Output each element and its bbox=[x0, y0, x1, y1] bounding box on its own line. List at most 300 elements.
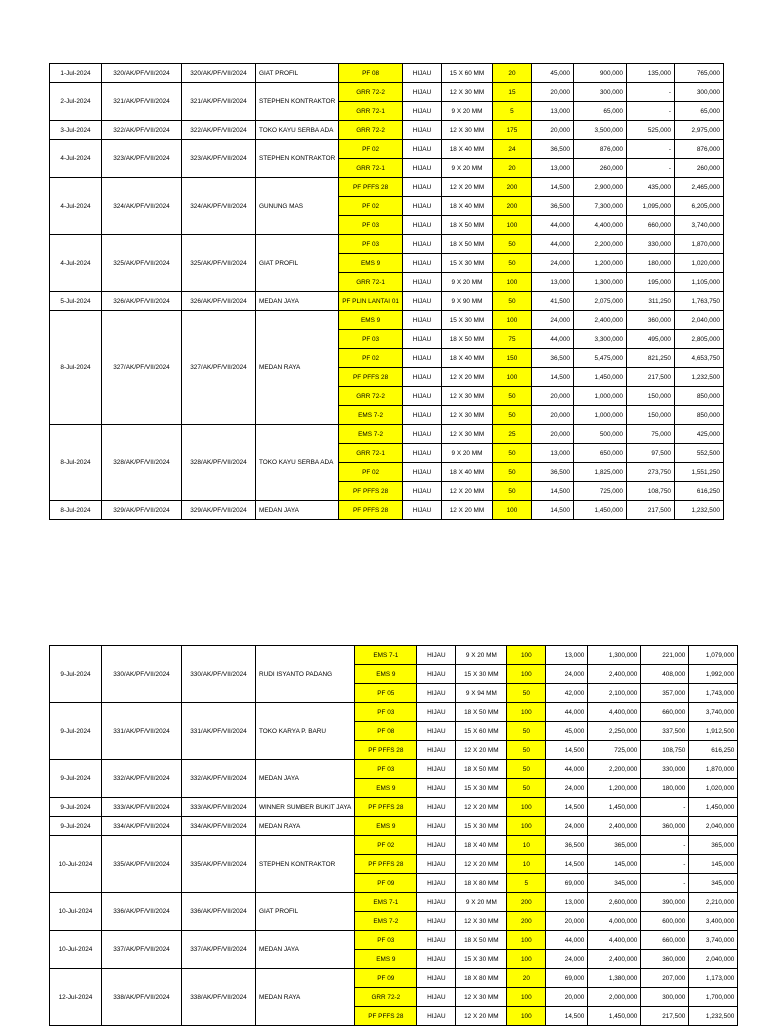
date-cell: 4-Jul-2024 bbox=[50, 140, 102, 178]
net-amount-cell: 1,020,000 bbox=[674, 254, 723, 273]
net-amount-cell: 425,000 bbox=[674, 425, 723, 444]
size-cell: 18 X 50 MM bbox=[456, 931, 507, 950]
quantity-cell: 24 bbox=[492, 140, 531, 159]
net-amount-cell: 1,020,000 bbox=[689, 779, 738, 798]
color-cell: HIJAU bbox=[417, 817, 456, 836]
invoice-number-cell: 323/AK/PF/VII/2024 bbox=[102, 140, 182, 178]
delivery-number-cell: 320/AK/PF/VII/2024 bbox=[182, 64, 256, 83]
invoice-number-cell: 325/AK/PF/VII/2024 bbox=[102, 235, 182, 292]
discount-cell: 217,500 bbox=[641, 1007, 689, 1026]
gross-amount-cell: 2,400,000 bbox=[573, 311, 626, 330]
net-amount-cell: 876,000 bbox=[674, 140, 723, 159]
invoice-number-cell: 328/AK/PF/VII/2024 bbox=[102, 425, 182, 501]
product-code-cell: GRR 72-1 bbox=[339, 102, 403, 121]
color-cell: HIJAU bbox=[417, 722, 456, 741]
size-cell: 12 X 30 MM bbox=[441, 121, 492, 140]
quantity-cell: 100 bbox=[507, 665, 546, 684]
quantity-cell: 100 bbox=[507, 646, 546, 665]
invoice-number-cell: 337/AK/PF/VII/2024 bbox=[102, 931, 182, 969]
product-code-cell: PF PFFS 28 bbox=[355, 741, 417, 760]
unit-price-cell: 45,000 bbox=[546, 722, 588, 741]
discount-cell: 360,000 bbox=[641, 950, 689, 969]
color-cell: HIJAU bbox=[402, 140, 441, 159]
discount-cell: 150,000 bbox=[626, 406, 674, 425]
gross-amount-cell: 7,300,000 bbox=[573, 197, 626, 216]
product-code-cell: PF 03 bbox=[339, 235, 403, 254]
color-cell: HIJAU bbox=[402, 235, 441, 254]
date-cell: 3-Jul-2024 bbox=[50, 121, 102, 140]
gross-amount-cell: 2,100,000 bbox=[588, 684, 641, 703]
net-amount-cell: 1,173,000 bbox=[689, 969, 738, 988]
quantity-cell: 75 bbox=[492, 330, 531, 349]
gross-amount-cell: 1,450,000 bbox=[588, 1007, 641, 1026]
product-code-cell: EMS 7-1 bbox=[355, 646, 417, 665]
net-amount-cell: 1,551,250 bbox=[674, 463, 723, 482]
color-cell: HIJAU bbox=[402, 273, 441, 292]
product-code-cell: PF PLIN LANTAI 01 bbox=[339, 292, 403, 311]
gross-amount-cell: 650,000 bbox=[573, 444, 626, 463]
quantity-cell: 50 bbox=[507, 779, 546, 798]
gross-amount-cell: 2,250,000 bbox=[588, 722, 641, 741]
product-code-cell: PF 02 bbox=[339, 463, 403, 482]
gross-amount-cell: 1,450,000 bbox=[573, 368, 626, 387]
customer-cell: WINNER SUMBER BUKIT JAYA bbox=[256, 798, 355, 817]
gross-amount-cell: 876,000 bbox=[573, 140, 626, 159]
size-cell: 12 X 20 MM bbox=[441, 368, 492, 387]
discount-cell: 135,000 bbox=[626, 64, 674, 83]
customer-cell: TOKO KAYU SERBA ADA bbox=[256, 121, 339, 140]
unit-price-cell: 36,500 bbox=[531, 349, 573, 368]
discount-cell: - bbox=[626, 159, 674, 178]
product-code-cell: EMS 7-1 bbox=[355, 893, 417, 912]
invoice-number-cell: 335/AK/PF/VII/2024 bbox=[102, 836, 182, 893]
size-cell: 15 X 60 MM bbox=[441, 64, 492, 83]
product-code-cell: EMS 9 bbox=[355, 665, 417, 684]
color-cell: HIJAU bbox=[417, 931, 456, 950]
gross-amount-cell: 1,200,000 bbox=[573, 254, 626, 273]
table-row bbox=[50, 798, 738, 817]
customer-cell: MEDAN JAYA bbox=[256, 501, 339, 520]
discount-cell: 660,000 bbox=[641, 703, 689, 722]
size-cell: 15 X 30 MM bbox=[456, 817, 507, 836]
quantity-cell: 20 bbox=[492, 64, 531, 83]
size-cell: 15 X 30 MM bbox=[456, 950, 507, 969]
delivery-number-cell: 329/AK/PF/VII/2024 bbox=[182, 501, 256, 520]
unit-price-cell: 20,000 bbox=[531, 121, 573, 140]
size-cell: 9 X 94 MM bbox=[456, 684, 507, 703]
discount-cell: - bbox=[641, 855, 689, 874]
date-cell: 5-Jul-2024 bbox=[50, 292, 102, 311]
invoice-number-cell: 327/AK/PF/VII/2024 bbox=[102, 311, 182, 425]
gross-amount-cell: 2,075,000 bbox=[573, 292, 626, 311]
table-row bbox=[50, 760, 738, 779]
customer-cell: STEPHEN KONTRAKTOR bbox=[256, 836, 355, 893]
discount-cell: 221,000 bbox=[641, 646, 689, 665]
size-cell: 15 X 30 MM bbox=[456, 665, 507, 684]
gross-amount-cell: 900,000 bbox=[573, 64, 626, 83]
net-amount-cell: 260,000 bbox=[674, 159, 723, 178]
gross-amount-cell: 2,400,000 bbox=[588, 817, 641, 836]
size-cell: 18 X 50 MM bbox=[456, 703, 507, 722]
date-cell: 4-Jul-2024 bbox=[50, 178, 102, 235]
discount-cell: 180,000 bbox=[641, 779, 689, 798]
gross-amount-cell: 725,000 bbox=[588, 741, 641, 760]
gross-amount-cell: 260,000 bbox=[573, 159, 626, 178]
color-cell: HIJAU bbox=[417, 1007, 456, 1026]
net-amount-cell: 850,000 bbox=[674, 387, 723, 406]
color-cell: HIJAU bbox=[417, 665, 456, 684]
unit-price-cell: 36,500 bbox=[546, 836, 588, 855]
color-cell: HIJAU bbox=[402, 216, 441, 235]
product-code-cell: PF 09 bbox=[355, 874, 417, 893]
quantity-cell: 100 bbox=[507, 817, 546, 836]
table-row bbox=[50, 501, 724, 520]
product-code-cell: EMS 9 bbox=[355, 950, 417, 969]
unit-price-cell: 69,000 bbox=[546, 969, 588, 988]
unit-price-cell: 14,500 bbox=[531, 178, 573, 197]
discount-cell: 408,000 bbox=[641, 665, 689, 684]
unit-price-cell: 24,000 bbox=[546, 950, 588, 969]
net-amount-cell: 2,040,000 bbox=[689, 817, 738, 836]
invoice-number-cell: 326/AK/PF/VII/2024 bbox=[102, 292, 182, 311]
quantity-cell: 25 bbox=[492, 425, 531, 444]
net-amount-cell: 1,232,500 bbox=[674, 501, 723, 520]
color-cell: HIJAU bbox=[417, 779, 456, 798]
quantity-cell: 150 bbox=[492, 349, 531, 368]
invoice-number-cell: 336/AK/PF/VII/2024 bbox=[102, 893, 182, 931]
color-cell: HIJAU bbox=[402, 501, 441, 520]
net-amount-cell: 365,000 bbox=[689, 836, 738, 855]
customer-cell: MEDAN RAYA bbox=[256, 969, 355, 1026]
discount-cell: 195,000 bbox=[626, 273, 674, 292]
discount-cell: 108,750 bbox=[641, 741, 689, 760]
net-amount-cell: 1,992,000 bbox=[689, 665, 738, 684]
size-cell: 18 X 40 MM bbox=[441, 197, 492, 216]
size-cell: 12 X 30 MM bbox=[441, 387, 492, 406]
product-code-cell: GRR 72-2 bbox=[355, 988, 417, 1007]
unit-price-cell: 24,000 bbox=[546, 817, 588, 836]
unit-price-cell: 14,500 bbox=[546, 741, 588, 760]
table-row bbox=[50, 121, 724, 140]
unit-price-cell: 20,000 bbox=[531, 425, 573, 444]
product-code-cell: PF 02 bbox=[339, 140, 403, 159]
date-cell: 8-Jul-2024 bbox=[50, 311, 102, 425]
size-cell: 18 X 40 MM bbox=[441, 349, 492, 368]
size-cell: 18 X 80 MM bbox=[456, 874, 507, 893]
table-row bbox=[50, 235, 724, 254]
invoice-number-cell: 329/AK/PF/VII/2024 bbox=[102, 501, 182, 520]
discount-cell: 207,000 bbox=[641, 969, 689, 988]
product-code-cell: GRR 72-2 bbox=[339, 121, 403, 140]
color-cell: HIJAU bbox=[402, 349, 441, 368]
color-cell: HIJAU bbox=[402, 178, 441, 197]
unit-price-cell: 44,000 bbox=[531, 330, 573, 349]
customer-cell: GIAT PROFIL bbox=[256, 893, 355, 931]
delivery-number-cell: 321/AK/PF/VII/2024 bbox=[182, 83, 256, 121]
quantity-cell: 15 bbox=[492, 83, 531, 102]
size-cell: 12 X 30 MM bbox=[441, 406, 492, 425]
quantity-cell: 100 bbox=[492, 368, 531, 387]
invoice-number-cell: 330/AK/PF/VII/2024 bbox=[102, 646, 182, 703]
gross-amount-cell: 1,450,000 bbox=[573, 501, 626, 520]
customer-cell: STEPHEN KONTRAKTOR bbox=[256, 140, 339, 178]
unit-price-cell: 13,000 bbox=[546, 646, 588, 665]
color-cell: HIJAU bbox=[417, 874, 456, 893]
customer-cell: TOKO KARYA P. BARU bbox=[256, 703, 355, 760]
color-cell: HIJAU bbox=[402, 159, 441, 178]
net-amount-cell: 1,870,000 bbox=[674, 235, 723, 254]
discount-cell: 660,000 bbox=[626, 216, 674, 235]
product-code-cell: GRR 72-2 bbox=[339, 83, 403, 102]
gross-amount-cell: 725,000 bbox=[573, 482, 626, 501]
unit-price-cell: 20,000 bbox=[531, 83, 573, 102]
discount-cell: 1,095,000 bbox=[626, 197, 674, 216]
size-cell: 9 X 20 MM bbox=[441, 102, 492, 121]
size-cell: 9 X 90 MM bbox=[441, 292, 492, 311]
size-cell: 18 X 50 MM bbox=[441, 235, 492, 254]
table-row bbox=[50, 64, 724, 83]
color-cell: HIJAU bbox=[402, 482, 441, 501]
size-cell: 12 X 20 MM bbox=[441, 501, 492, 520]
color-cell: HIJAU bbox=[402, 406, 441, 425]
gross-amount-cell: 65,000 bbox=[573, 102, 626, 121]
discount-cell: 357,000 bbox=[641, 684, 689, 703]
net-amount-cell: 145,000 bbox=[689, 855, 738, 874]
product-code-cell: PF 03 bbox=[355, 931, 417, 950]
gross-amount-cell: 1,000,000 bbox=[573, 387, 626, 406]
gross-amount-cell: 1,825,000 bbox=[573, 463, 626, 482]
product-code-cell: EMS 9 bbox=[339, 311, 403, 330]
size-cell: 18 X 40 MM bbox=[441, 140, 492, 159]
color-cell: HIJAU bbox=[417, 646, 456, 665]
sales-table-1 bbox=[49, 63, 724, 520]
table-row bbox=[50, 969, 738, 988]
unit-price-cell: 13,000 bbox=[531, 273, 573, 292]
unit-price-cell: 13,000 bbox=[546, 893, 588, 912]
color-cell: HIJAU bbox=[417, 703, 456, 722]
quantity-cell: 50 bbox=[492, 235, 531, 254]
color-cell: HIJAU bbox=[402, 330, 441, 349]
invoice-number-cell: 331/AK/PF/VII/2024 bbox=[102, 703, 182, 760]
net-amount-cell: 345,000 bbox=[689, 874, 738, 893]
color-cell: HIJAU bbox=[417, 741, 456, 760]
unit-price-cell: 45,000 bbox=[531, 64, 573, 83]
color-cell: HIJAU bbox=[402, 102, 441, 121]
discount-cell: 311,250 bbox=[626, 292, 674, 311]
unit-price-cell: 36,500 bbox=[531, 140, 573, 159]
invoice-number-cell: 322/AK/PF/VII/2024 bbox=[102, 121, 182, 140]
color-cell: HIJAU bbox=[417, 988, 456, 1007]
unit-price-cell: 24,000 bbox=[531, 311, 573, 330]
discount-cell: 97,500 bbox=[626, 444, 674, 463]
color-cell: HIJAU bbox=[402, 311, 441, 330]
delivery-number-cell: 338/AK/PF/VII/2024 bbox=[182, 969, 256, 1026]
gross-amount-cell: 1,300,000 bbox=[573, 273, 626, 292]
unit-price-cell: 14,500 bbox=[546, 1007, 588, 1026]
unit-price-cell: 36,500 bbox=[531, 463, 573, 482]
color-cell: HIJAU bbox=[417, 950, 456, 969]
discount-cell: 180,000 bbox=[626, 254, 674, 273]
delivery-number-cell: 330/AK/PF/VII/2024 bbox=[182, 646, 256, 703]
quantity-cell: 5 bbox=[492, 102, 531, 121]
gross-amount-cell: 4,400,000 bbox=[588, 703, 641, 722]
size-cell: 12 X 20 MM bbox=[441, 482, 492, 501]
gross-amount-cell: 2,200,000 bbox=[573, 235, 626, 254]
product-code-cell: EMS 7-2 bbox=[339, 425, 403, 444]
date-cell: 9-Jul-2024 bbox=[50, 760, 102, 798]
table-row bbox=[50, 893, 738, 912]
gross-amount-cell: 1,450,000 bbox=[588, 798, 641, 817]
delivery-number-cell: 327/AK/PF/VII/2024 bbox=[182, 311, 256, 425]
size-cell: 12 X 30 MM bbox=[456, 988, 507, 1007]
gross-amount-cell: 1,380,000 bbox=[588, 969, 641, 988]
product-code-cell: GRR 72-1 bbox=[339, 159, 403, 178]
quantity-cell: 20 bbox=[492, 159, 531, 178]
net-amount-cell: 2,465,000 bbox=[674, 178, 723, 197]
discount-cell: 390,000 bbox=[641, 893, 689, 912]
date-cell: 9-Jul-2024 bbox=[50, 646, 102, 703]
delivery-number-cell: 334/AK/PF/VII/2024 bbox=[182, 817, 256, 836]
quantity-cell: 50 bbox=[492, 387, 531, 406]
unit-price-cell: 20,000 bbox=[546, 912, 588, 931]
quantity-cell: 50 bbox=[507, 722, 546, 741]
table-row bbox=[50, 703, 738, 722]
net-amount-cell: 2,040,000 bbox=[674, 311, 723, 330]
product-code-cell: PF PFFS 28 bbox=[339, 178, 403, 197]
date-cell: 4-Jul-2024 bbox=[50, 235, 102, 292]
quantity-cell: 50 bbox=[507, 684, 546, 703]
color-cell: HIJAU bbox=[402, 387, 441, 406]
date-cell: 12-Jul-2024 bbox=[50, 969, 102, 1026]
net-amount-cell: 300,000 bbox=[674, 83, 723, 102]
gross-amount-cell: 1,000,000 bbox=[573, 406, 626, 425]
table-row bbox=[50, 83, 724, 102]
table-row bbox=[50, 931, 738, 950]
quantity-cell: 100 bbox=[492, 501, 531, 520]
gross-amount-cell: 2,900,000 bbox=[573, 178, 626, 197]
net-amount-cell: 2,805,000 bbox=[674, 330, 723, 349]
color-cell: HIJAU bbox=[402, 463, 441, 482]
color-cell: HIJAU bbox=[417, 684, 456, 703]
color-cell: HIJAU bbox=[402, 64, 441, 83]
gross-amount-cell: 4,400,000 bbox=[588, 931, 641, 950]
unit-price-cell: 13,000 bbox=[531, 444, 573, 463]
size-cell: 9 X 20 MM bbox=[441, 273, 492, 292]
color-cell: HIJAU bbox=[402, 197, 441, 216]
date-cell: 8-Jul-2024 bbox=[50, 425, 102, 501]
quantity-cell: 50 bbox=[492, 406, 531, 425]
discount-cell: 360,000 bbox=[641, 817, 689, 836]
delivery-number-cell: 322/AK/PF/VII/2024 bbox=[182, 121, 256, 140]
quantity-cell: 100 bbox=[492, 311, 531, 330]
table-row bbox=[50, 817, 738, 836]
delivery-number-cell: 336/AK/PF/VII/2024 bbox=[182, 893, 256, 931]
net-amount-cell: 3,740,000 bbox=[689, 703, 738, 722]
customer-cell: GUNUNG MAS bbox=[256, 178, 339, 235]
invoice-number-cell: 334/AK/PF/VII/2024 bbox=[102, 817, 182, 836]
gross-amount-cell: 300,000 bbox=[573, 83, 626, 102]
quantity-cell: 100 bbox=[507, 950, 546, 969]
size-cell: 9 X 20 MM bbox=[441, 159, 492, 178]
customer-cell: TOKO KAYU SERBA ADA bbox=[256, 425, 339, 501]
unit-price-cell: 14,500 bbox=[531, 482, 573, 501]
net-amount-cell: 616,250 bbox=[674, 482, 723, 501]
gross-amount-cell: 4,000,000 bbox=[588, 912, 641, 931]
net-amount-cell: 3,740,000 bbox=[674, 216, 723, 235]
product-code-cell: PF 03 bbox=[355, 703, 417, 722]
product-code-cell: PF 09 bbox=[355, 969, 417, 988]
product-code-cell: EMS 9 bbox=[355, 779, 417, 798]
size-cell: 18 X 50 MM bbox=[441, 216, 492, 235]
quantity-cell: 20 bbox=[507, 969, 546, 988]
net-amount-cell: 850,000 bbox=[674, 406, 723, 425]
color-cell: HIJAU bbox=[402, 425, 441, 444]
discount-cell: 337,500 bbox=[641, 722, 689, 741]
size-cell: 18 X 40 MM bbox=[456, 836, 507, 855]
delivery-number-cell: 331/AK/PF/VII/2024 bbox=[182, 703, 256, 760]
gross-amount-cell: 2,200,000 bbox=[588, 760, 641, 779]
color-cell: HIJAU bbox=[417, 912, 456, 931]
net-amount-cell: 6,205,000 bbox=[674, 197, 723, 216]
customer-cell: RUDI ISYANTO PADANG bbox=[256, 646, 355, 703]
product-code-cell: PF 05 bbox=[355, 684, 417, 703]
invoice-number-cell: 332/AK/PF/VII/2024 bbox=[102, 760, 182, 798]
unit-price-cell: 24,000 bbox=[546, 779, 588, 798]
size-cell: 12 X 20 MM bbox=[456, 741, 507, 760]
color-cell: HIJAU bbox=[417, 893, 456, 912]
product-code-cell: PF 03 bbox=[339, 330, 403, 349]
product-code-cell: GRR 72-2 bbox=[339, 387, 403, 406]
unit-price-cell: 20,000 bbox=[531, 406, 573, 425]
date-cell: 8-Jul-2024 bbox=[50, 501, 102, 520]
gross-amount-cell: 365,000 bbox=[588, 836, 641, 855]
discount-cell: - bbox=[626, 140, 674, 159]
quantity-cell: 100 bbox=[507, 931, 546, 950]
gross-amount-cell: 2,000,000 bbox=[588, 988, 641, 1007]
invoice-number-cell: 324/AK/PF/VII/2024 bbox=[102, 178, 182, 235]
size-cell: 12 X 20 MM bbox=[456, 798, 507, 817]
gross-amount-cell: 3,300,000 bbox=[573, 330, 626, 349]
product-code-cell: PF 03 bbox=[355, 760, 417, 779]
date-cell: 9-Jul-2024 bbox=[50, 798, 102, 817]
quantity-cell: 5 bbox=[507, 874, 546, 893]
date-cell: 2-Jul-2024 bbox=[50, 83, 102, 121]
product-code-cell: PF 02 bbox=[355, 836, 417, 855]
customer-cell: GIAT PROFIL bbox=[256, 64, 339, 83]
discount-cell: 217,500 bbox=[626, 501, 674, 520]
customer-cell: MEDAN RAYA bbox=[256, 817, 355, 836]
unit-price-cell: 44,000 bbox=[531, 235, 573, 254]
quantity-cell: 100 bbox=[492, 273, 531, 292]
quantity-cell: 50 bbox=[492, 482, 531, 501]
gross-amount-cell: 145,000 bbox=[588, 855, 641, 874]
product-code-cell: PF PFFS 28 bbox=[339, 482, 403, 501]
product-code-cell: PF PFFS 28 bbox=[355, 855, 417, 874]
net-amount-cell: 4,653,750 bbox=[674, 349, 723, 368]
product-code-cell: PF PFFS 28 bbox=[339, 368, 403, 387]
discount-cell: 300,000 bbox=[641, 988, 689, 1007]
net-amount-cell: 2,040,000 bbox=[689, 950, 738, 969]
color-cell: HIJAU bbox=[402, 292, 441, 311]
discount-cell: 330,000 bbox=[641, 760, 689, 779]
product-code-cell: PF 03 bbox=[339, 216, 403, 235]
discount-cell: 360,000 bbox=[626, 311, 674, 330]
unit-price-cell: 36,500 bbox=[531, 197, 573, 216]
discount-cell: 600,000 bbox=[641, 912, 689, 931]
gross-amount-cell: 4,400,000 bbox=[573, 216, 626, 235]
discount-cell: 108,750 bbox=[626, 482, 674, 501]
discount-cell: - bbox=[626, 83, 674, 102]
